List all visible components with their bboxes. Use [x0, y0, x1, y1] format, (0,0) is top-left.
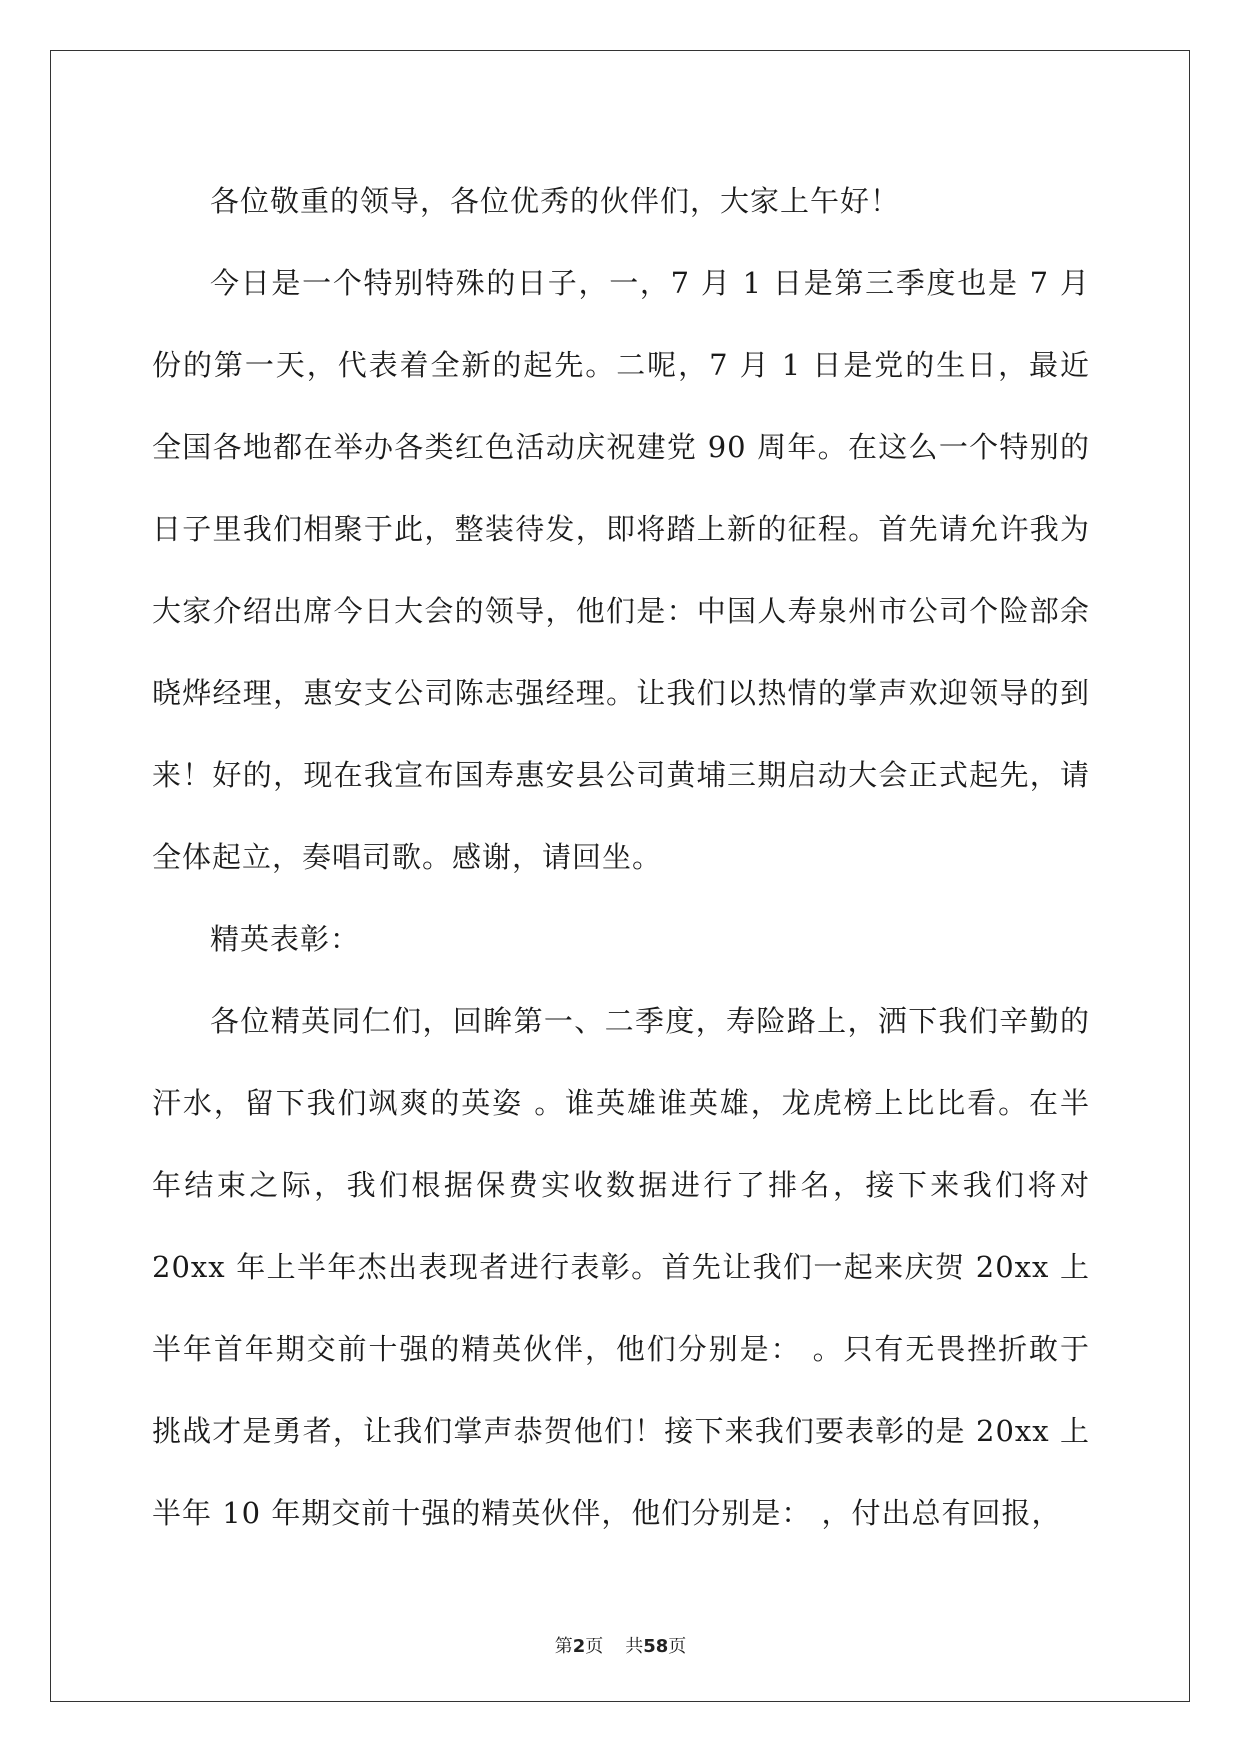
- total-prefix: 共: [625, 1636, 644, 1657]
- greeting-paragraph: 各位敬重的领导，各位优秀的伙伴们，大家上午好！: [210, 184, 901, 218]
- total-suffix: 页: [668, 1636, 687, 1657]
- page-number: 2: [572, 1636, 586, 1657]
- page-prefix: 第: [554, 1636, 573, 1657]
- opening-paragraph: 今日是一个特别特殊的日子，一，7 月 1 日是第三季度也是 7 月份的第一天，代表着全新的起先。二呢，7 月 1 日是党的生日，最近全国各地都在举办各类红色活动庆祝建党 90 周年。在这么一个特别的日子里我们相聚于此，整装待发，即将踏上新的征程。首先请允许我为大家介绍出席今日大会的领导，他们是：中国人寿泉州市公司个险部余晓烨经理，惠安支公司陈志强经理。让我们以热情的掌声欢迎领导的到来！好的，现在我宣布国寿惠安县公司黄埔三期启动大会正式起先，请全体起立，奏唱司歌。感谢，请回坐。: [152, 266, 1090, 874]
- document-body: [152, 160, 1090, 1554]
- page-footer: [0, 1632, 1241, 1658]
- page-suffix: 页: [585, 1636, 604, 1657]
- award-paragraph: 各位精英同仁们，回眸第一、二季度，寿险路上，洒下我们辛勤的汗水，留下我们飒爽的英姿 。谁英雄谁英雄，龙虎榜上比比看。在半年结束之际，我们根据保费实收数据进行了排名，接下来我们将对 20xx 年上半年杰出表现者进行表彰。首先让我们一起来庆贺 20xx 上半年首年期交前十强的精英伙伴，他们分别是： 。只有无畏挫折敢于挑战才是勇者，让我们掌声恭贺他们！接下来我们要表彰的是 20xx 上半年 10 年期交前十强的精英伙伴，他们分别是： ，付出总有回报，: [152, 1004, 1090, 1530]
- total-pages: 58: [643, 1636, 669, 1657]
- section-heading: 精英表彰：: [210, 922, 361, 956]
